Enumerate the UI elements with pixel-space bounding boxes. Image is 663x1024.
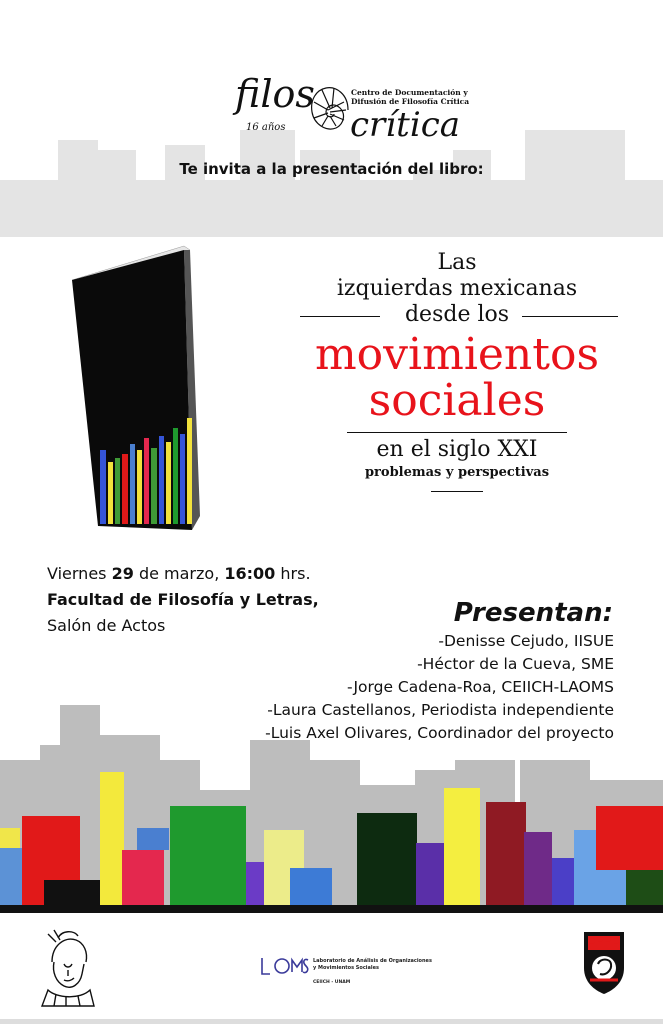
title-subtitle: problemas y perspectivas: [364, 465, 550, 480]
presenters-title: Presentan:: [453, 598, 613, 628]
event-info: [47, 561, 319, 639]
subtitle-divider: [431, 491, 483, 492]
title-rule-left: [300, 316, 380, 317]
footer-bottom-line: [0, 1019, 663, 1024]
logo-years: 16 años: [246, 122, 286, 133]
title-line-3-row: [296, 302, 618, 328]
laoms-affiliation: CEIICH - UNAM: [313, 980, 351, 985]
footer-band: [0, 905, 663, 913]
title-line-2: izquierdas mexicanas: [336, 276, 578, 301]
athena-helmet-icon: [38, 928, 98, 1008]
book-title: [296, 250, 618, 492]
nautilus-shell-icon: [308, 82, 352, 138]
presenter-item: -Jorge Cadena-Roa, CEIICH-LAOMS: [347, 678, 614, 696]
laoms-name: Laboratorio de Análisis de Organizaciones y Movimientos Sociales: [313, 958, 432, 971]
event-date: Viernes 29 de marzo, 16:00 hrs.: [47, 564, 311, 583]
shield-crest-icon: [580, 928, 628, 996]
presenter-item: -Denisse Cejudo, IISUE: [438, 632, 614, 650]
book-cover: [62, 238, 272, 538]
logo-word-filos: filos: [235, 72, 315, 116]
invite-text: Te invita a la presentación del libro:: [179, 160, 484, 178]
title-line-1: Las: [437, 250, 477, 275]
logo-center-text: Centro de Documentación y Difusión de Filosofía Crítica: [351, 88, 470, 106]
title-line-4: movimientos: [314, 329, 600, 380]
event-venue: Facultad de Filosofía y Letras,: [47, 590, 319, 609]
title-line-5: sociales: [368, 375, 546, 426]
presenter-item: -Laura Castellanos, Periodista independiente: [267, 701, 614, 719]
logo-word-critica: crítica: [350, 105, 461, 145]
event-room: Salón de Actos: [47, 616, 166, 635]
title-divider: [347, 432, 567, 433]
presenter-item: -Héctor de la Cueva, SME: [417, 655, 614, 673]
presenter-item: -Luis Axel Olivares, Coordinador del proyecto: [265, 724, 614, 742]
title-line-3: desde los: [404, 302, 510, 327]
presenters-list: [265, 630, 614, 745]
title-rule-right: [522, 316, 618, 317]
laoms-logo-icon: [258, 952, 310, 982]
title-line-6: en el siglo XXI: [376, 437, 538, 462]
